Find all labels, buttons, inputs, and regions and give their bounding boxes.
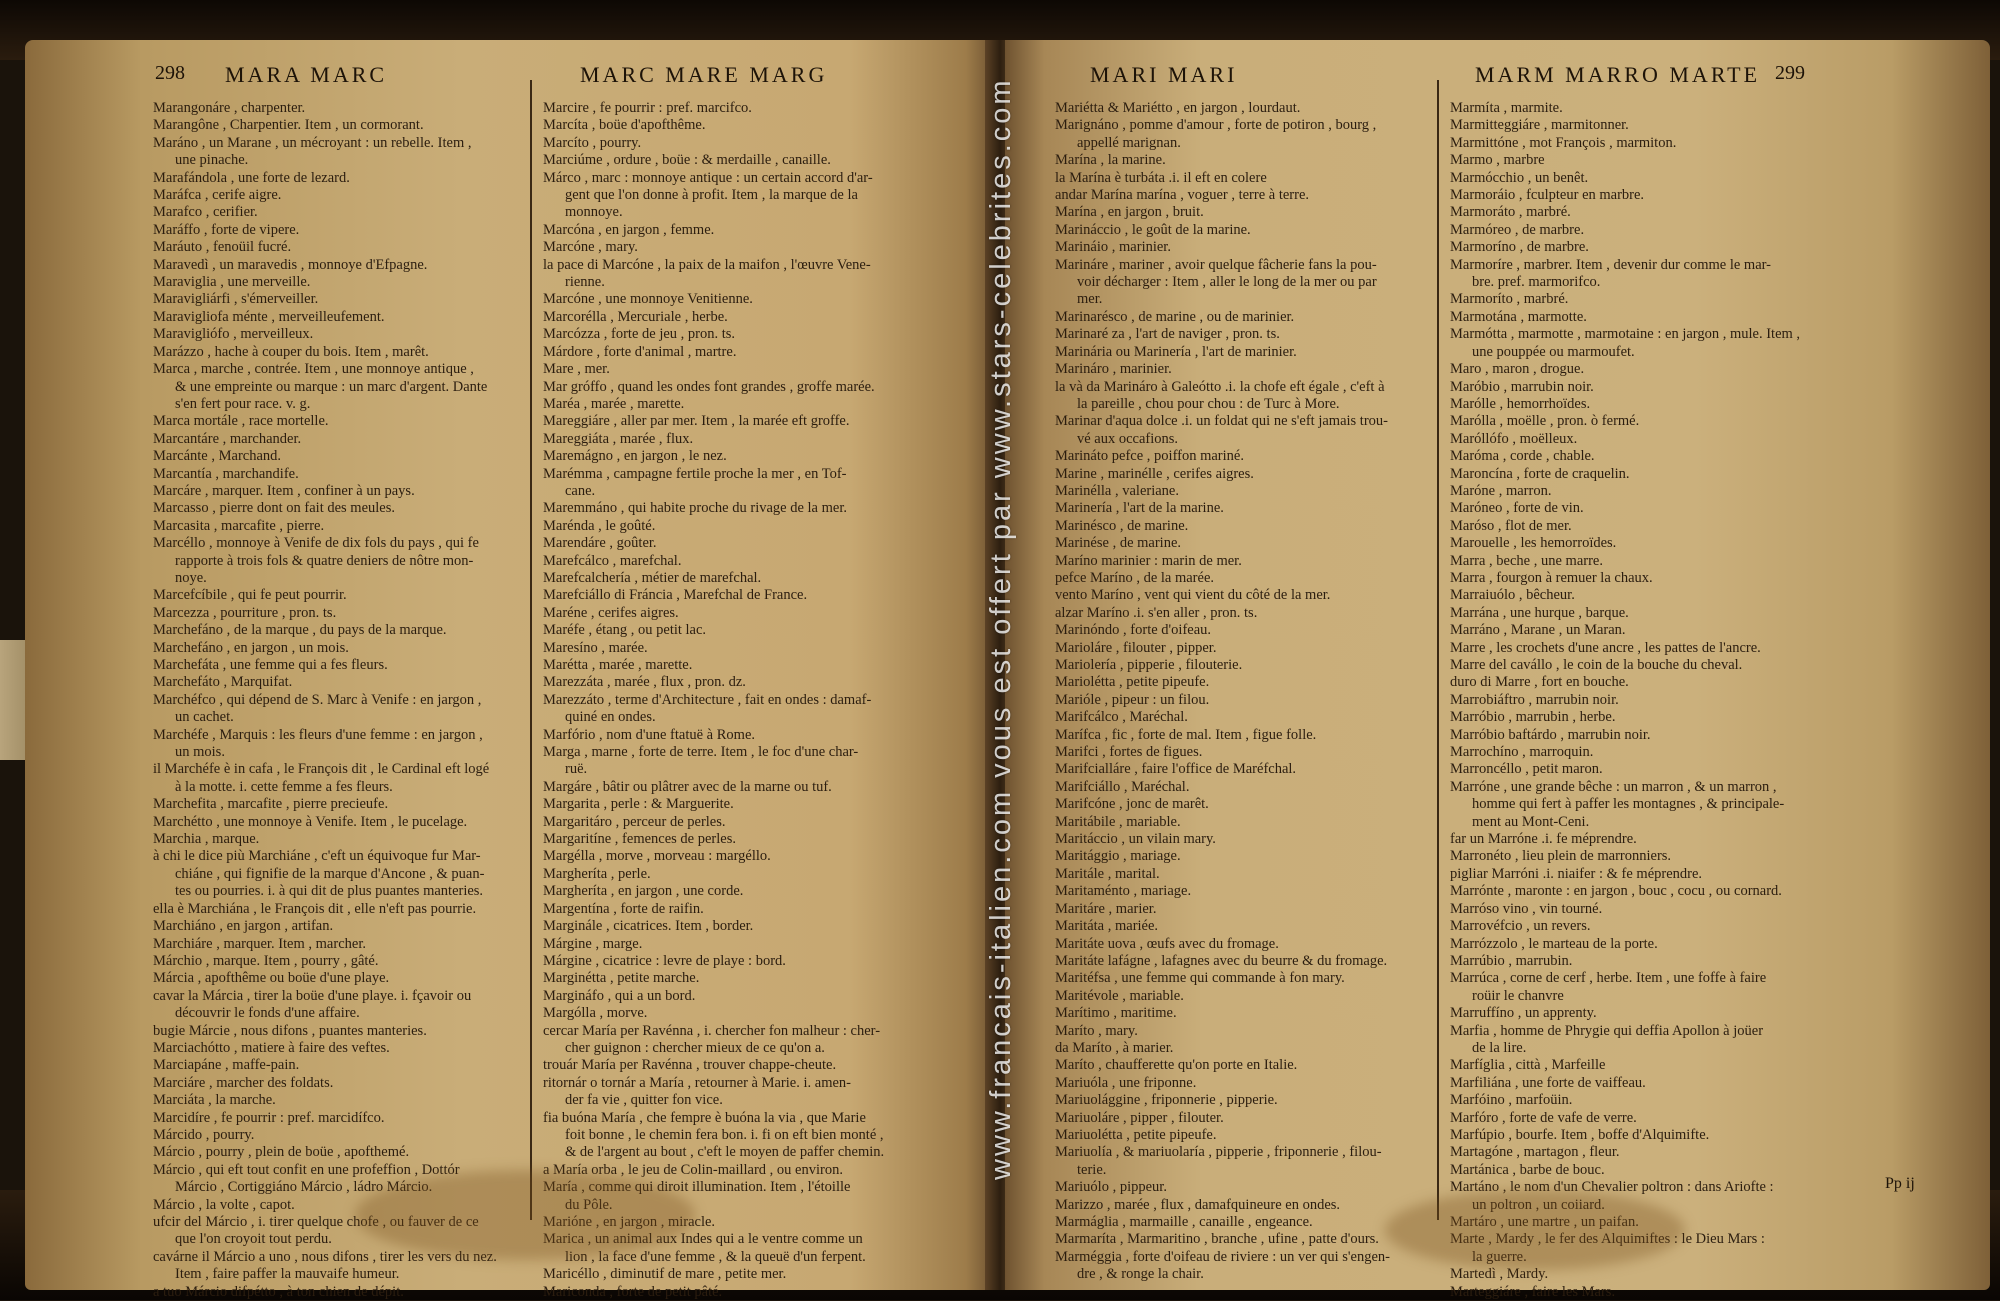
dictionary-entry: la guerre. xyxy=(1472,1248,1527,1265)
dictionary-entry: Marróso vino , vin tourné. xyxy=(1450,900,1603,917)
dictionary-entry: Maróneo , forte de vin. xyxy=(1450,500,1584,517)
dictionary-entry: Marchefáto , Marquifat. xyxy=(153,674,293,691)
dictionary-entry: a tuo Márcio difpétto , à ton chien de dépit. xyxy=(153,1283,404,1300)
dictionary-entry: Maremmáno , qui habite proche du rivage de la mer. xyxy=(543,500,847,517)
dictionary-entry: Marra , beche , une marre. xyxy=(1450,552,1603,569)
dictionary-entry: Marfia , homme de Phrygie qui deffia Apollon à joüer xyxy=(1450,1022,1764,1039)
watermark-text: www.francais-italien.com vous est offert par www.stars-celebrites.com xyxy=(985,77,1017,1180)
dictionary-entry: Maráffo , forte de vipere. xyxy=(153,221,300,238)
dictionary-entry: Marcíto , pourry. xyxy=(543,134,642,151)
dictionary-entry: & une empreinte ou marque : un marc d'argent. Dante xyxy=(175,378,488,395)
dictionary-entry: Maritaménto , mariage. xyxy=(1055,883,1192,900)
dictionary-entry: Marangône , Charpentier. Item , un cormorant. xyxy=(153,117,424,134)
dictionary-entry: Marióle , pipeur : un filou. xyxy=(1055,691,1210,708)
dictionary-entry: Mariconda , forte de petit pâté. xyxy=(543,1283,723,1300)
dictionary-entry: cercar María per Ravénna , i. chercher fon malheur : cher- xyxy=(543,1022,881,1039)
dictionary-entry: Marmittóne , mot François , marmiton. xyxy=(1450,134,1677,151)
dictionary-entry: Maráuto , fenoüil fucré. xyxy=(153,239,292,256)
dictionary-entry: Marchefáno , en jargon , un mois. xyxy=(153,639,349,656)
dictionary-entry: bre. pref. marmorifco. xyxy=(1472,274,1601,291)
dictionary-entry: Margentína , forte de raifin. xyxy=(543,900,704,917)
dictionary-entry: chiáne , qui fignifie de la marque d'Ancone , & puan- xyxy=(175,865,485,882)
dictionary-entry: Marizzo , marée , flux , damafquineure en ondes. xyxy=(1055,1196,1341,1213)
dictionary-entry: Mariétta & Mariétto , en jargon , lourdaut. xyxy=(1055,100,1301,116)
dictionary-entry: mer. xyxy=(1077,291,1103,308)
dictionary-entry: Maritáta , mariée. xyxy=(1055,918,1159,935)
dictionary-entry: Marcorélla , Mercuriale , herbe. xyxy=(543,308,728,325)
dictionary-entry: Maríno marinier : marin de mer. xyxy=(1055,552,1242,569)
dictionary-entry: Mariuolétta , petite pipeufe. xyxy=(1055,1126,1217,1143)
dictionary-entry: Marciachótto , matiere à faire des veftes. xyxy=(153,1039,390,1056)
dictionary-entry: Marcózza , forte de jeu , pron. ts. xyxy=(543,326,736,343)
dictionary-entry: Marcantáre , marchander. xyxy=(153,430,302,447)
dictionary-entry: Marica , un animal aux Indes qui a le ventre comme un xyxy=(543,1231,863,1248)
dictionary-entry: Marmoráio , fculpteur en marbre. xyxy=(1450,187,1645,204)
dictionary-entry: Márcio , pourry , plein de boüe , apofthemé. xyxy=(153,1144,410,1161)
dictionary-entry: Margaritáro , perceur de perles. xyxy=(543,813,726,830)
dictionary-entry: Marétta , marée , marette. xyxy=(543,657,693,673)
dictionary-entry: Marafco , cerifier. xyxy=(153,204,258,221)
dictionary-entry: María , comme qui diroit illumination. Item , l'étoille xyxy=(543,1179,851,1196)
dictionary-entry: Maravedì , un maravedis , monnoye d'Efpagne. xyxy=(153,256,428,273)
dictionary-entry: Marchia , marque. xyxy=(153,831,260,848)
dictionary-entry: Marmoráto , marbré. xyxy=(1450,204,1571,221)
dictionary-entry: Marmitteggiáre , marmitonner. xyxy=(1450,117,1629,134)
dictionary-entry: a María orba , le jeu de Colin-maillard , ou environ. xyxy=(543,1161,843,1178)
dictionary-entry: Marchefita , marcafite , pierre precieufe. xyxy=(153,796,389,813)
dictionary-entry: Marfóro , forte de vafe de verre. xyxy=(1450,1109,1637,1126)
dictionary-entry: Marifciállo , Maréchal. xyxy=(1055,778,1190,795)
dictionary-entry: Marmoríto , marbré. xyxy=(1450,291,1569,308)
water-stain xyxy=(355,1170,695,1260)
dictionary-entry: ment au Mont-Ceni. xyxy=(1472,813,1590,830)
dictionary-entry: Maritévole , mariable. xyxy=(1055,987,1184,1004)
dictionary-entry: dre , & ronge la chair. xyxy=(1077,1266,1204,1283)
right-page-column-2 xyxy=(1450,100,1970,1301)
dictionary-entry: Marginétta , petite marche. xyxy=(543,970,700,987)
dictionary-entry: Margináfo , qui a un bord. xyxy=(543,987,696,1004)
dictionary-entry: Marróbio , marrubin , herbe. xyxy=(1450,709,1616,726)
dictionary-entry: quiné en ondes. xyxy=(565,709,656,726)
dictionary-entry: Mare , mer. xyxy=(543,361,610,378)
dictionary-entry: Marraiuólo , bêcheur. xyxy=(1450,587,1575,604)
dictionary-entry: la Marína è turbáta .i. il eft en colere xyxy=(1055,169,1267,186)
dictionary-entry: Mariolería , pipperie , filouterie. xyxy=(1055,657,1243,673)
dictionary-entry: Maricéllo , diminutif de mare , petite mer. xyxy=(543,1266,787,1283)
dictionary-entry: cher guignon : chercher mieux de ce qu'on a. xyxy=(565,1039,825,1056)
dictionary-entry: Maritále , marital. xyxy=(1055,865,1160,882)
dictionary-entry: Maritággio , mariage. xyxy=(1055,848,1181,865)
dictionary-entry: Margaritíne , femences de perles. xyxy=(543,831,736,848)
dictionary-entry: Márcido , pourry. xyxy=(153,1126,255,1143)
dictionary-entry: Martáno , le nom d'un Chevalier poltron : dans Ariofte : xyxy=(1450,1179,1774,1196)
dictionary-entry: Marráno , Marane , un Maran. xyxy=(1450,622,1626,639)
dictionary-entry: Maroncína , forte de craquelin. xyxy=(1450,465,1630,482)
dictionary-entry: Marca , marche , contrée. Item , une monnoye antique , xyxy=(153,361,474,378)
dictionary-entry: lion , la face d'une femme , & la queuë d'un ferpent. xyxy=(565,1248,866,1265)
left-page xyxy=(25,40,995,1300)
dictionary-entry: Maritáte uova , œufs avec du fromage. xyxy=(1055,935,1279,952)
dictionary-entry: Marfúpio , bourfe. Item , boffe d'Alquimifte. xyxy=(1450,1126,1710,1143)
dictionary-entry: Mariuólo , pippeur. xyxy=(1055,1179,1167,1196)
dictionary-entry: Marémma , campagne fertile proche la mer , en Tof- xyxy=(543,465,847,482)
dictionary-entry: Marcéllo , monnoye à Venife de dix fols du pays , qui fe xyxy=(153,535,479,552)
dictionary-entry: Marinaré za , l'art de naviger , pron. ts. xyxy=(1055,326,1280,343)
dictionary-entry: de la lire. xyxy=(1472,1039,1527,1056)
dictionary-entry: alzar Maríno .i. s'en aller , pron. ts. xyxy=(1055,604,1258,621)
dictionary-entry: foit bonne , le chemin fera bon. i. fi on eft bien monté , xyxy=(565,1126,884,1143)
dictionary-entry: Maritábile , mariable. xyxy=(1055,813,1181,830)
dictionary-entry: Marifcialláre , faire l'office de Maréfchal. xyxy=(1055,761,1297,778)
dictionary-entry: Marinarésco , de marine , ou de marinier. xyxy=(1055,308,1295,325)
dictionary-entry: terie. xyxy=(1077,1161,1107,1178)
dictionary-entry: Marchefáta , une femme qui a fes fleurs. xyxy=(153,657,388,673)
dictionary-entry: Maríto , chaufferette qu'on porte en Italie. xyxy=(1055,1057,1298,1074)
dictionary-entry: s'en fert pour race. v. g. xyxy=(175,395,311,412)
dictionary-entry: Marcóna , en jargon , femme. xyxy=(543,221,715,238)
dictionary-entry: Martedì , Mardy. xyxy=(1450,1266,1549,1283)
dictionary-entry: Marezzáta , marée , flux , pron. dz. xyxy=(543,674,746,691)
dictionary-entry: Marífca , fic , forte de mal. Item , figue folle. xyxy=(1055,726,1317,743)
dictionary-entry: Marre del cavállo , le coin de la bouche du cheval. xyxy=(1450,657,1743,673)
dictionary-entry: Marcasso , pierre dont on fait des meules. xyxy=(153,500,395,517)
dictionary-entry: Margheríta , perle. xyxy=(543,865,651,882)
dictionary-entry: cane. xyxy=(565,482,596,499)
dictionary-entry: da Maríto , à marier. xyxy=(1055,1039,1174,1056)
dictionary-entry: Márcio , la volte , capot. xyxy=(153,1196,295,1213)
dictionary-entry: Marióne , en jargon , miracle. xyxy=(543,1214,716,1230)
dictionary-entry: Marináro , marinier. xyxy=(1055,361,1172,378)
dictionary-entry: Mariolétta , petite pipeufe. xyxy=(1055,674,1210,691)
right-page-header-right: MARM MARRO MARTE xyxy=(1475,62,1761,87)
dictionary-entry: roüir le chanvre xyxy=(1472,987,1564,1004)
dictionary-entry: Marmóreo , de marbre. xyxy=(1450,221,1585,238)
dictionary-entry: Marmótta , marmotte , marmotaine : en jargon , mule. Item , xyxy=(1450,326,1801,343)
dictionary-entry: Marchiáre , marquer. Item , marcher. xyxy=(153,935,366,952)
dictionary-entry: Marfóino , marfoüin. xyxy=(1450,1092,1573,1109)
dictionary-entry: Marchiáno , en jargon , artifan. xyxy=(153,918,334,935)
dictionary-entry: Marinária ou Marinería , l'art de marinier. xyxy=(1055,343,1297,360)
right-page xyxy=(1005,40,1990,1300)
dictionary-entry: Marrózzolo , le marteau de la porte. xyxy=(1450,935,1658,952)
dictionary-entry: découvrir le fonds d'une affaire. xyxy=(175,1005,360,1022)
dictionary-entry: Marga , marne , forte de terre. Item , le foc d'une char- xyxy=(543,744,859,761)
dictionary-entry: Márdore , forte d'animal , martre. xyxy=(543,343,737,360)
dictionary-entry: Marinería , l'art de la marine. xyxy=(1055,500,1224,517)
dictionary-entry: far un Marróne .i. fe méprendre. xyxy=(1450,831,1637,848)
dictionary-entry: Marcóne , mary. xyxy=(543,239,638,256)
dictionary-entry: monnoye. xyxy=(565,204,623,221)
dictionary-entry: Marmaríta , Marmaritino , branche , ufine , patte d'ours. xyxy=(1055,1231,1379,1248)
dictionary-entry: Marróbio baftárdo , marrubin noir. xyxy=(1450,726,1651,743)
dictionary-entry: Marmotána , marmotte. xyxy=(1450,308,1587,325)
column-rule xyxy=(530,80,532,1220)
dictionary-entry: Maróso , flot de mer. xyxy=(1450,517,1572,534)
dictionary-entry: Marine , marinélle , cerifes aigres. xyxy=(1055,465,1254,482)
dictionary-entry: Martáro , une martre , un paifan. xyxy=(1450,1214,1639,1230)
dictionary-entry: Marcíta , boüe d'apofthême. xyxy=(543,117,706,134)
dictionary-entry: que l'on croyoit tout perdu. xyxy=(175,1231,332,1248)
dictionary-entry: Maremágno , en jargon , le nez. xyxy=(543,448,727,465)
dictionary-entry: Marína , la marine. xyxy=(1055,152,1166,169)
dictionary-entry: Marciáre , marcher des foldats. xyxy=(153,1074,334,1091)
dictionary-entry: Marcáre , marquer. Item , confiner à un pays. xyxy=(153,482,415,499)
dictionary-entry: Marafándola , une forte de lezard. xyxy=(153,169,350,186)
dictionary-entry: cavárne il Márcio a uno , nous difons , tirer les vers du nez. xyxy=(153,1248,497,1265)
dictionary-entry: Margheríta , en jargon , une corde. xyxy=(543,883,744,900)
dictionary-entry: Marrobiáftro , marrubin noir. xyxy=(1450,691,1619,708)
dictionary-entry: Marítimo , maritime. xyxy=(1055,1005,1177,1022)
left-page-header-left: MARA MARC xyxy=(225,62,388,87)
dictionary-entry: Marre , les crochets d'une ancre , les pattes de l'ancre. xyxy=(1450,639,1761,656)
dictionary-entry: Marína , en jargon , bruit. xyxy=(1055,204,1204,221)
dictionary-entry: & de l'argent au bout , c'eft le moyen de paffer chemin. xyxy=(565,1144,885,1161)
dictionary-entry: Marázzo , hache à couper du bois. Item , marêt. xyxy=(153,343,429,360)
dictionary-entry: Marináccio , le goût de la marine. xyxy=(1055,221,1251,238)
dictionary-entry: ufcir del Márcio , i. tirer quelque chofe , ou fauver de ce xyxy=(153,1214,479,1230)
dictionary-entry: Marciapáne , maffe-pain. xyxy=(153,1057,300,1074)
dictionary-entry: vé aux occafions. xyxy=(1077,430,1179,447)
dictionary-entry: Márgine , cicatrice : levre de playe : bord. xyxy=(543,952,786,969)
dictionary-entry: Marrúbio , marrubin. xyxy=(1450,952,1573,969)
dictionary-entry: Mar gróffo , quand les ondes font grandes , groffe marée. xyxy=(543,378,875,395)
dictionary-entry: Marchétto , une monnoye à Venife. Item , le pucelage. xyxy=(153,813,468,830)
dictionary-entry: duro di Marre , fort en bouche. xyxy=(1450,674,1629,691)
dictionary-entry: Maráno , un Marane , un mécroyant : un rebelle. Item , xyxy=(153,134,472,151)
signature-mark: Pp ij xyxy=(1885,1175,1915,1192)
dictionary-entry: Marináto pefce , poiffon mariné. xyxy=(1055,448,1244,465)
dictionary-entry: Marcóne , une monnoye Venitienne. xyxy=(543,291,753,308)
dictionary-entry: Marefcalchería , métier de marefchal. xyxy=(543,569,762,586)
dictionary-entry: Marifcóne , jonc de marêt. xyxy=(1055,796,1209,813)
dictionary-entry: Maritáte lafágne , lafagnes avec du beurre & du fromage. xyxy=(1055,952,1388,969)
dictionary-entry: Marroncéllo , petit maron. xyxy=(1450,761,1603,778)
dictionary-entry: une pinache. xyxy=(175,152,249,169)
left-page-header-right: MARC MARE MARG xyxy=(580,62,828,87)
dictionary-entry: noye. xyxy=(175,569,207,586)
dictionary-entry: Márco , marc : monnoye antique : un certain accord d'ar- xyxy=(543,169,873,186)
dictionary-entry: Marmíta , marmite. xyxy=(1450,100,1563,116)
dictionary-entry: Maro , maron , drogue. xyxy=(1450,361,1585,378)
dictionary-entry: Marróne , une grande bêche : un marron , & un marron , xyxy=(1450,778,1777,795)
dictionary-entry: Marrovéfcio , un revers. xyxy=(1450,918,1591,935)
dictionary-entry: Maravigliárfi , s'émerveiller. xyxy=(153,291,319,308)
dictionary-entry: Maraviglia , une merveille. xyxy=(153,274,311,291)
dictionary-entry: Marciáta , la marche. xyxy=(153,1092,276,1109)
dictionary-entry: Marcezza , pourriture , pron. ts. xyxy=(153,604,337,621)
dictionary-entry: Marfíglia , città , Marfeille xyxy=(1450,1057,1606,1074)
dictionary-entry: Maresíno , marée. xyxy=(543,639,648,656)
dictionary-entry: Marrochíno , marroquin. xyxy=(1450,744,1594,761)
dictionary-entry: cavar la Márcia , tirer la boüe d'une playe. i. fçavoir ou xyxy=(153,987,472,1004)
dictionary-entry: ruë. xyxy=(565,761,588,778)
dictionary-entry: rienne. xyxy=(565,274,605,291)
right-page-number: 299 xyxy=(1775,62,1805,84)
dictionary-entry: Maritáccio , un vilain mary. xyxy=(1055,831,1216,848)
right-page-column-1 xyxy=(1055,100,1430,1284)
dictionary-entry: Marinar d'aqua dolce .i. un foldat qui ne s'eft jamais trou- xyxy=(1055,413,1388,430)
dictionary-entry: Marmócchio , un benêt. xyxy=(1450,169,1589,186)
dictionary-entry: Marólle , hemorrhoïdes. xyxy=(1450,395,1591,412)
dictionary-entry: Marca mortále , race mortelle. xyxy=(153,413,329,430)
dictionary-entry: Marendáre , goûter. xyxy=(543,535,657,552)
water-stain xyxy=(1385,1190,1685,1270)
dictionary-entry: Márcia , apofthême ou boüe d'une playe. xyxy=(153,970,390,987)
left-page-column-2 xyxy=(543,100,983,1301)
dictionary-entry: Martagóne , martagon , fleur. xyxy=(1450,1144,1620,1161)
dictionary-entry: Marmoríno , de marbre. xyxy=(1450,239,1589,256)
dictionary-entry: ella è Marchiána , le François dit , elle n'eft pas pourrie. xyxy=(153,900,477,917)
dictionary-entry: rapporte à trois fols & quatre deniers de nôtre mon- xyxy=(175,552,474,569)
dictionary-entry: Mariuóla , une friponne. xyxy=(1055,1074,1197,1091)
dictionary-entry: la pareille , chou pour chou : de Turc à More. xyxy=(1077,395,1340,412)
dictionary-entry: Marciúme , ordure , boüe : & merdaille , canaille. xyxy=(543,152,831,169)
dictionary-entry: der fa vie , quitter fon vice. xyxy=(565,1092,723,1109)
dictionary-entry: Marfiliána , une forte de vaiffeau. xyxy=(1450,1074,1646,1091)
dictionary-entry: la pace di Marcóne , la paix de la maifon , l'œuvre Vene- xyxy=(543,256,871,273)
dictionary-entry: vento Maríno , vent qui vient du côté de la mer. xyxy=(1055,587,1331,604)
dictionary-entry: pefce Maríno , de la marée. xyxy=(1055,569,1215,586)
dictionary-entry: Marcidíre , fe pourrir : pref. marcidífco. xyxy=(153,1109,385,1126)
dictionary-entry: Mariuoláre , pipper , filouter. xyxy=(1055,1109,1224,1126)
dictionary-entry: Marméggia , forte d'oifeau de riviere : un ver qui s'engen- xyxy=(1055,1248,1390,1265)
dictionary-entry: Marruffíno , un apprenty. xyxy=(1450,1005,1597,1022)
dictionary-entry: Martánica , barbe de bouc. xyxy=(1450,1161,1605,1178)
dictionary-entry: Marte , Mardy , le fer des Alquimiftes : le Dieu Mars : xyxy=(1450,1231,1765,1248)
dictionary-entry: Margólla , morve. xyxy=(543,1005,648,1022)
dictionary-entry: Márchio , marque. Item , pourry , gâté. xyxy=(153,952,379,969)
dictionary-entry: à chi le dice più Marchiáne , c'eft un équivoque fur Mar- xyxy=(153,848,481,865)
dictionary-entry: Marcefcíbile , qui fe peut pourrir. xyxy=(153,587,347,604)
dictionary-entry: Marrónte , maronte : en jargon , bouc , cocu , ou cornard. xyxy=(1450,883,1782,900)
dictionary-entry: homme qui fert à paffer les montagnes , & principale- xyxy=(1472,796,1785,813)
right-page-header-left: MARI MARI xyxy=(1090,62,1238,87)
dictionary-entry: du Pôle. xyxy=(565,1196,613,1213)
dictionary-entry: il Marchéfe è in cafa , le François dit , le Cardinal eft logé xyxy=(153,761,490,778)
dictionary-entry: appellé marignan. xyxy=(1077,134,1181,151)
dictionary-entry: Márcio , Cortiggiáno Márcio , ládro Márcio. xyxy=(175,1179,433,1196)
dictionary-entry: un mois. xyxy=(175,744,225,761)
dictionary-entry: Marmáglia , marmaille , canaille , engeance. xyxy=(1055,1214,1313,1230)
dictionary-entry: Marteggiáre , faire les Mars. xyxy=(1450,1283,1616,1300)
dictionary-entry: Marangonáre , charpenter. xyxy=(153,100,306,116)
dictionary-entry: un poltron , un coiiard. xyxy=(1472,1196,1605,1213)
dictionary-entry: Maróne , marron. xyxy=(1450,482,1552,499)
dictionary-entry: bugie Márcie , nous difons , puantes manteries. xyxy=(153,1022,427,1039)
dictionary-entry: une pouppée ou marmoufet. xyxy=(1472,343,1635,360)
dictionary-entry: Marcire , fe pourrir : pref. marcifco. xyxy=(543,100,752,116)
dictionary-entry: andar Marína marína , voguer , terre à terre. xyxy=(1055,187,1310,204)
dictionary-entry: ritornár o tornár a María , retourner à Marie. i. amen- xyxy=(543,1074,851,1091)
dictionary-entry: Maritéfsa , une femme qui commande à fon mary. xyxy=(1055,970,1345,987)
dictionary-entry: Marignáno , pomme d'amour , forte de potiron , bourg , xyxy=(1055,117,1377,134)
dictionary-entry: Marra , fourgon à remuer la chaux. xyxy=(1450,569,1653,586)
dictionary-entry: Marifcálco , Maréchal. xyxy=(1055,709,1188,726)
dictionary-entry: Marifci , fortes de figues. xyxy=(1055,744,1203,761)
dictionary-entry: Maréne , cerifes aigres. xyxy=(543,604,679,621)
dictionary-entry: Maréfe , étang , ou petit lac. xyxy=(543,622,707,639)
dictionary-entry: Marchefáno , de la marque , du pays de la marque. xyxy=(153,622,447,639)
dictionary-entry: Margarita , perle : & Marguerite. xyxy=(543,796,734,813)
dictionary-entry: Maráfca , cerife aigre. xyxy=(153,187,282,204)
dictionary-entry: Maravigliófo , merveilleux. xyxy=(153,326,314,343)
dictionary-entry: Maritáre , marier. xyxy=(1055,900,1157,917)
dictionary-entry: Marioláre , filouter , pipper. xyxy=(1055,639,1217,656)
dictionary-entry: Marcantía , marchandife. xyxy=(153,465,299,482)
dictionary-entry: Marchéfe , Marquis : les fleurs d'une femme : en jargon , xyxy=(153,726,483,743)
dictionary-entry: Mareggiáre , aller par mer. Item , la marée eft groffe. xyxy=(543,413,850,430)
dictionary-entry: Marinóndo , forte d'oifeau. xyxy=(1055,622,1212,639)
dictionary-entry: Marrúca , corne de cerf , herbe. Item , une foffe à faire xyxy=(1450,970,1767,987)
dictionary-entry: Marcasita , marcafite , pierre. xyxy=(153,517,325,534)
dictionary-entry: Maríto , mary. xyxy=(1055,1022,1138,1039)
dictionary-entry: Mariuolággine , friponnerie , pipperie. xyxy=(1055,1092,1278,1109)
dictionary-entry: Marginále , cicatrices. Item , border. xyxy=(543,918,754,935)
dictionary-entry: voir décharger : Item , aller le long de la mer ou par xyxy=(1077,274,1377,291)
dictionary-entry: Item , faire paffer la mauvaife humeur. xyxy=(175,1266,400,1283)
dictionary-entry: Mareggiáta , marée , flux. xyxy=(543,430,694,447)
dictionary-entry: Marezzáto , terme d'Architecture , fait en ondes : damaf- xyxy=(543,691,872,708)
dictionary-entry: tes ou pourries. i. à qui dit de plus puantes manteries. xyxy=(175,883,484,900)
dictionary-entry: Maróllófo , moëlleux. xyxy=(1450,430,1578,447)
dictionary-entry: pigliar Marróni .i. niaifer : & fe méprendre. xyxy=(1450,865,1703,882)
dictionary-entry: Marináre , mariner , avoir quelque fâcherie fans la pou- xyxy=(1055,256,1377,273)
dictionary-entry: Marchéfco , qui dépend de S. Marc à Venife : en jargon , xyxy=(153,691,482,708)
dictionary-entry: Margáre , bâtir ou plâtrer avec de la marne ou tuf. xyxy=(543,778,832,795)
dictionary-entry: Marmo , marbre xyxy=(1450,152,1545,169)
dictionary-entry: Maróma , corde , chable. xyxy=(1450,448,1595,465)
dictionary-entry: à la motte. i. cette femme a fes fleurs. xyxy=(175,778,393,795)
dictionary-entry: Marefciállo di Fráncia , Marefchal de France. xyxy=(543,587,808,604)
dictionary-entry: Marinése , de marine. xyxy=(1055,535,1182,552)
dictionary-entry: Marrána , une hurque , barque. xyxy=(1450,604,1629,621)
dictionary-entry: Marólla , moëlle , pron. ò fermé. xyxy=(1450,413,1640,430)
dictionary-entry: Marefcálco , marefchal. xyxy=(543,552,682,569)
left-page-column-1 xyxy=(153,100,521,1301)
dictionary-entry: Margélla , morve , morveau : margéllo. xyxy=(543,848,771,865)
dictionary-entry: Marronéto , lieu plein de marronniers. xyxy=(1450,848,1672,865)
dictionary-entry: Marmoríre , marbrer. Item , devenir dur comme le mar- xyxy=(1450,256,1771,273)
dictionary-entry: Maréa , marée , marette. xyxy=(543,395,685,412)
dictionary-entry: Marinélla , valeriane. xyxy=(1055,482,1179,499)
column-rule xyxy=(1437,80,1439,1220)
dictionary-entry: Márcio , qui eft tout confit en une profeffion , Dottór xyxy=(153,1161,460,1178)
dictionary-entry: Marcánte , Marchand. xyxy=(153,448,282,465)
dictionary-entry: Marouelle , les hemorroïdes. xyxy=(1450,535,1617,552)
dictionary-entry: Marfório , nom d'une ftatuë à Rome. xyxy=(543,726,755,743)
dictionary-entry: Maróbio , marrubin noir. xyxy=(1450,378,1594,395)
dictionary-entry: Marináio , marinier. xyxy=(1055,239,1171,256)
dictionary-entry: un cachet. xyxy=(175,709,234,726)
dictionary-entry: la và da Marináro à Galeótto .i. la chofe eft égale , c'eft à xyxy=(1055,378,1385,395)
dictionary-entry: Mariuolía , & mariuolaría , pipperie , friponnerie , filou- xyxy=(1055,1144,1382,1161)
dictionary-entry: Maravigliofa ménte , merveilleufement. xyxy=(153,308,385,325)
dictionary-entry: Márgine , marge. xyxy=(543,935,643,952)
left-page-number: 298 xyxy=(155,62,185,84)
dictionary-entry: Marinésco , de marine. xyxy=(1055,517,1189,534)
dictionary-entry: Marénda , le goûté. xyxy=(543,517,656,534)
dictionary-entry: fia buóna María , che fempre è buóna la via , que Marie xyxy=(543,1109,866,1126)
dictionary-entry: trouár María per Ravénna , trouver chappe-cheute. xyxy=(543,1057,837,1074)
dictionary-entry: gent que l'on donne à profit. Item , la marque de la xyxy=(565,187,858,204)
